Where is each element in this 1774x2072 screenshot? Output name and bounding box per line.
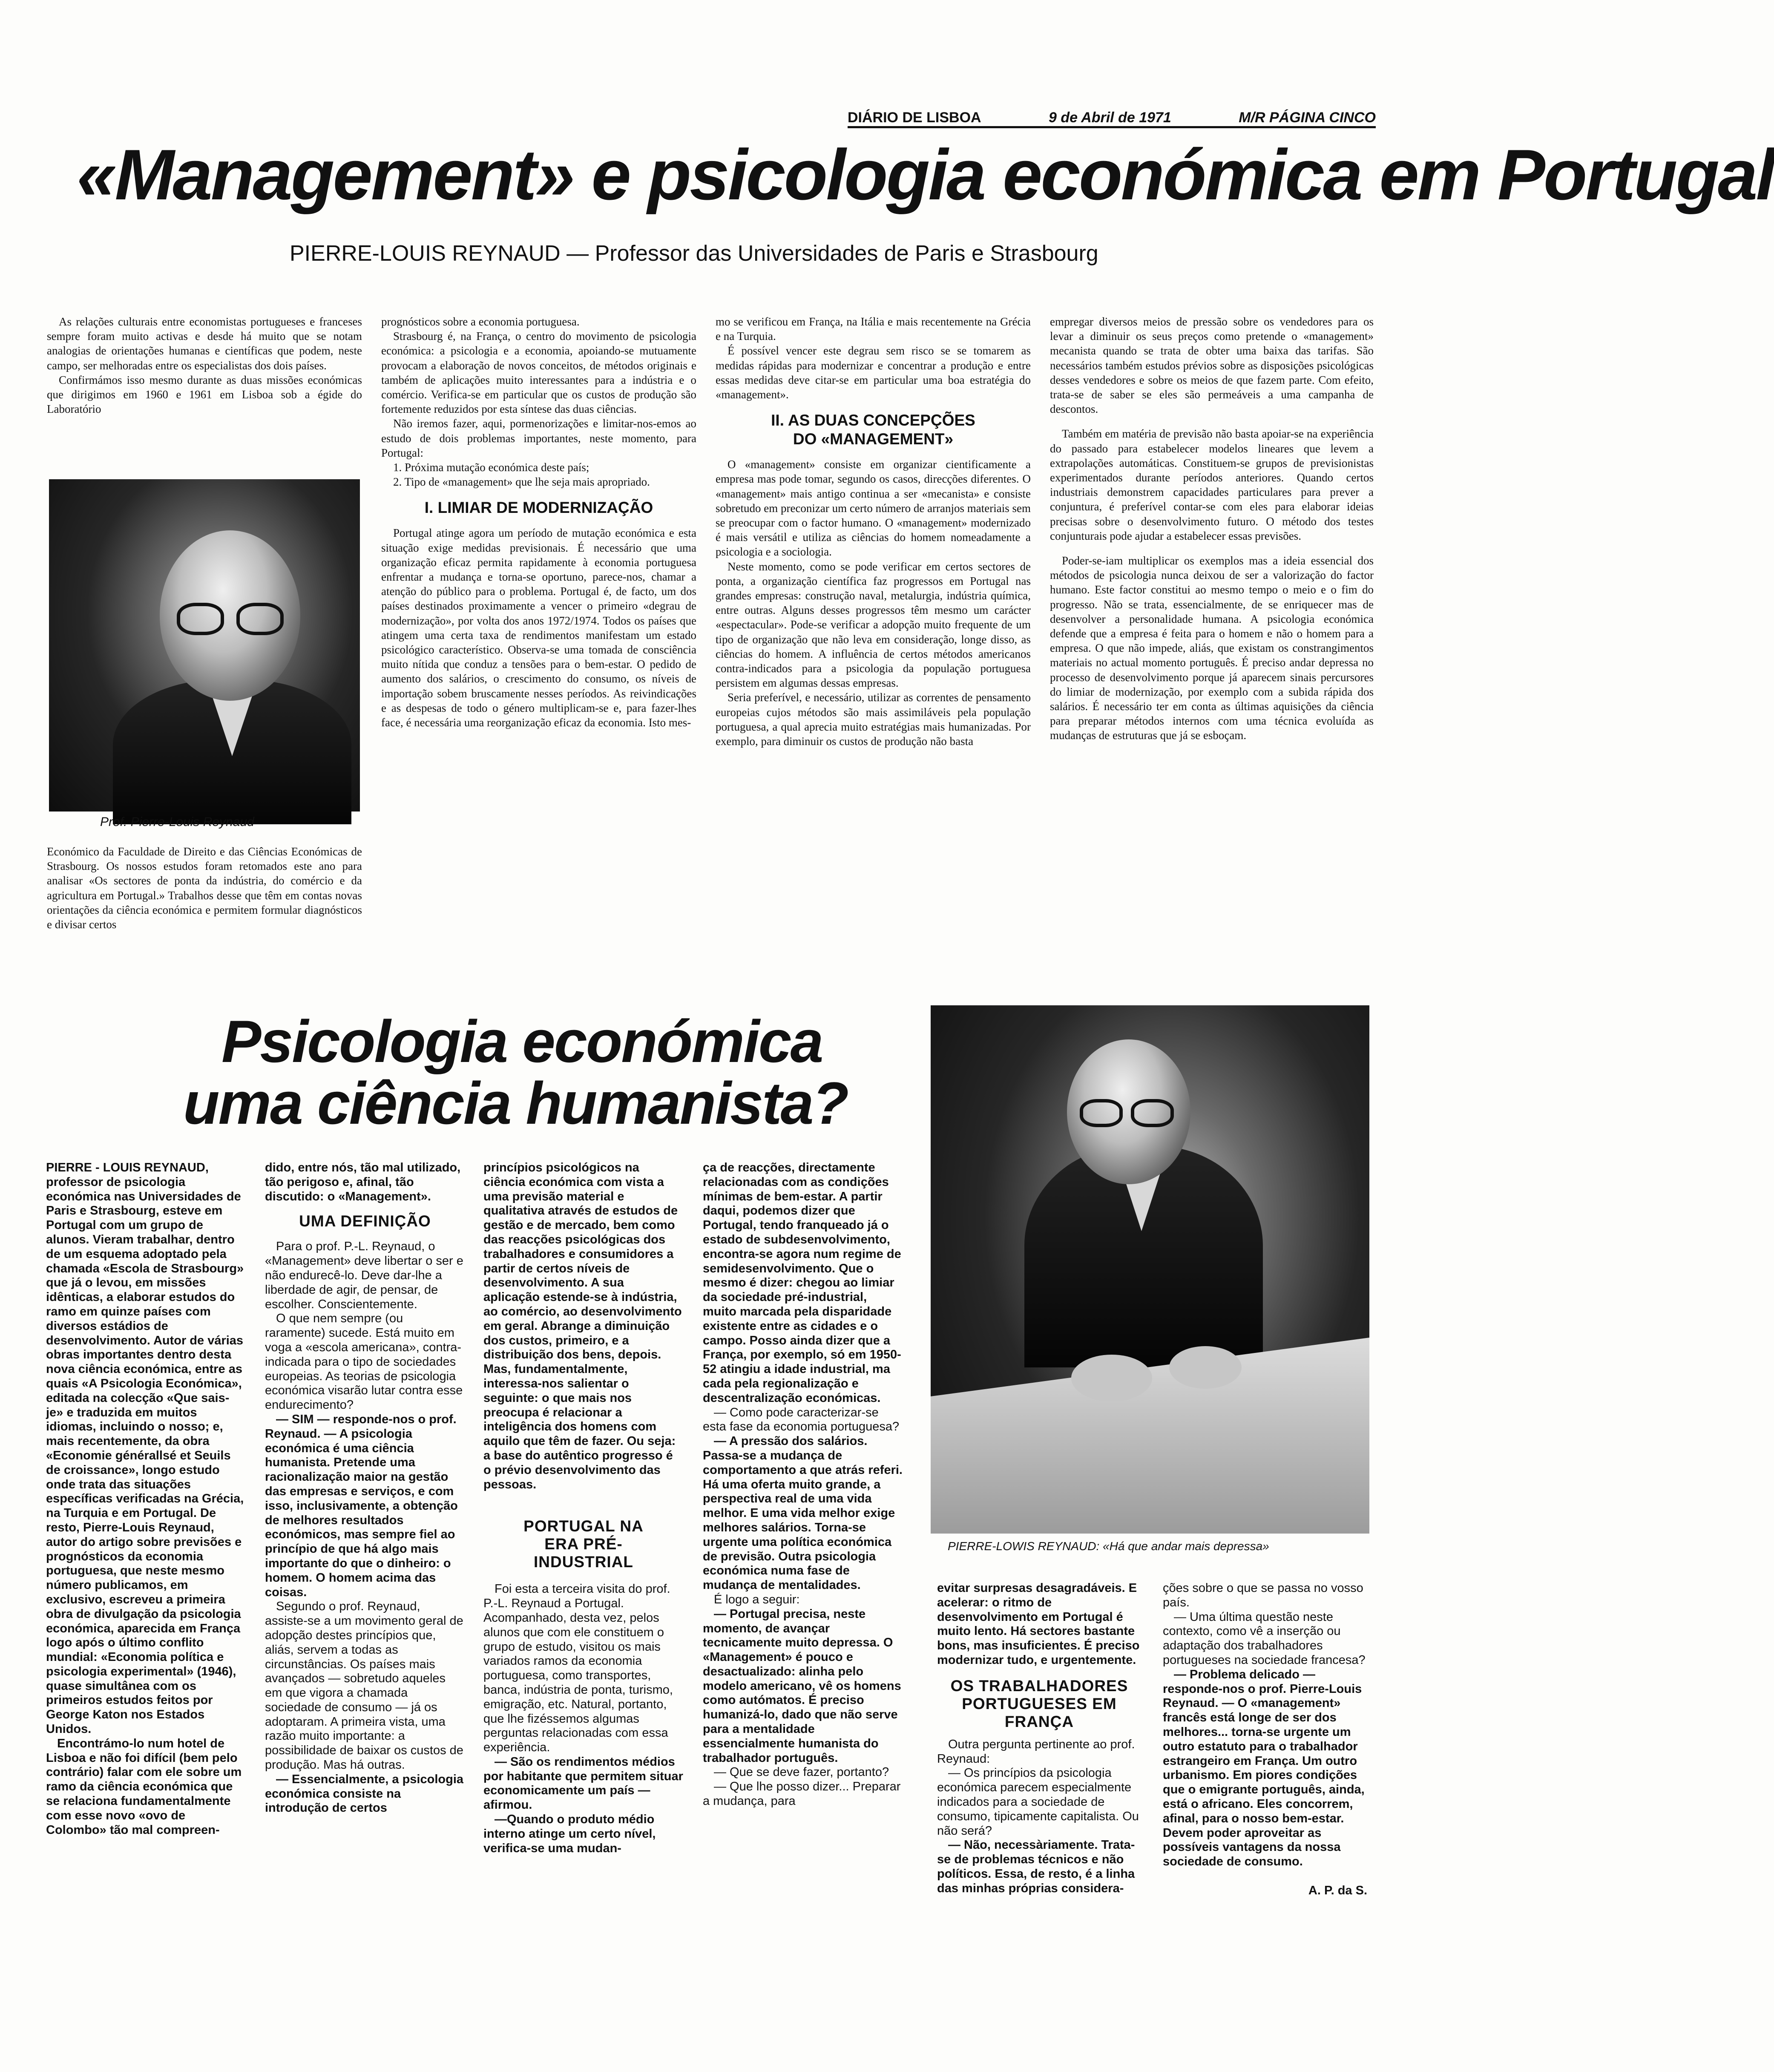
meeting-photo-hand-right xyxy=(1169,1346,1242,1389)
paragraph: — SIM — responde-nos o prof. Reynaud. — A psicologia económica é uma ciência humanista. Pretende uma racionalização maior na gestão das empresas e serviços, e com isso, inclusivamente, a obtenção de melhores resultados económicos, mas sempre fiel ao princípio de que há algo mais importante do que o dinheiro: o homem. O homem acima das coisas. xyxy=(265,1412,458,1599)
paragraph: — São os rendimentos médios por habitante que permitem situar economicamente um país — afirmou. xyxy=(483,1755,683,1812)
paragraph: evitar surpresas desagradáveis. E acelerar: o ritmo de desenvolvimento em Portugal é muito lento. Há sectores bastante bons, mas insuficientes. É preciso modernizar tudo, e urgentemente. xyxy=(937,1581,1140,1667)
article1-headline: «Management» e psicologia económica em Portugal xyxy=(77,135,1774,215)
paragraph: Encontrámo-lo num hotel de Lisboa e não foi difícil (bem pelo contrário) falar com ele sobre um ramo da ciência económica que se relaciona fundamentalmente com esse novo «ovo de Colombo» tão mal compreen- xyxy=(46,1736,242,1837)
paragraph: — Problema delicado — responde-nos o prof. Pierre-Louis Reynaud. — O «management» francês está longe de ser dos melhores... torna-se urgente um outro estatuto para o trabalhador estrangeiro em França. Um outro urbanismo. Em piores condições que o emigrante português, ainda, está o africano. Eles concorrem, afinal, para o nosso bem-estar. Devem poder aproveitar as possíveis vantagens da nossa sociedade de consumo. xyxy=(1163,1667,1365,1869)
article2-col6 xyxy=(1163,1581,1367,1948)
masthead-date: 9 de Abril de 1971 xyxy=(1048,109,1171,126)
masthead xyxy=(848,106,1376,128)
paragraph: — Que se deve fazer, portanto? xyxy=(714,1765,889,1779)
paragraph: Foi esta a terceira visita do prof. P.-L. Reynaud a Portugal. Acompanhado, desta vez, pelos alunos que com ele constituem o grupo de estudo, visitou os mais variados ramos da economia portuguesa, como transportes, banca, indústria de ponta, turismo, emigração, etc. Natural, portanto, que lhe fizéssemos algumas perguntas relacionadas com essa experiência. xyxy=(483,1582,673,1755)
paragraph: É logo a seguir: xyxy=(714,1592,800,1606)
article2-signature: A. P. da S. xyxy=(1308,1883,1367,1897)
paragraph: mo se verificou em França, na Itália e mais recentemente na Grécia e na Turquia. xyxy=(716,315,1031,343)
reynaud-meeting-photo xyxy=(931,1005,1369,1534)
article2-col3 xyxy=(483,1161,684,1947)
meeting-photo-caption: PIERRE-LOWIS REYNAUD: «Há que andar mais depressa» xyxy=(948,1540,1269,1553)
paragraph: ça de reacções, directamente relacionadas com as condições mínimas de bem-estar. A partir daqui, podemos dizer que Portugal, tendo franqueado já o estado de subdesenvolvimento, encontra-se agora num regime de semidesenvolvimento. Que o mesmo é dizer: chegou ao limiar da sociedade pré-industrial, muito marcada pela disparidade existente entre as cidades e o campo. Posso ainda dizer que a França, por exemplo, só em 1950-52 atingiu a idade industrial, ma cada pela regionalização e descentralização económicas. xyxy=(703,1161,901,1405)
paragraph: É possível vencer este degrau sem risco se se tomarem as medidas rápidas para modernizar e concentrar a produção e entre essas medidas deve citar-se em particular uma boa estratégia do «management». xyxy=(716,344,1031,401)
paragraph: — Não, necessàriamente. Trata-se de problemas técnicos e não políticos. Essa, de resto, é a linha das minhas próprias considera- xyxy=(937,1838,1135,1895)
paragraph: Neste momento, como se pode verificar em certos sectores de ponta, a organização científica faz progressos em Portugal nas grandes empresas: construção naval, metalurgia, indústria química, entre outras. Alguns desses progressos têm mesmo um carácter «espectacular». Pode-se verificar a adopção muito frequente de um tipo de organização que não leva em consideração, longe disso, as ciências do homem. A influência de certos métodos americanos contra-indicados para a psicologia da população portuguesa persistem em algumas dessas empresas. xyxy=(716,560,1031,690)
portrait-glasses-right xyxy=(236,603,284,635)
list-item: 2. Tipo de «management» que lhe seja mais apropriado. xyxy=(393,475,650,489)
paragraph: — Os princípios da psicologia económica parecem especialmente indicados para a sociedade de consumo, tipicamente capitalista. Ou não será? xyxy=(937,1766,1139,1838)
article2-col4 xyxy=(703,1161,903,1947)
paragraph: — Que lhe posso dizer... Preparar a mudança, para xyxy=(703,1780,901,1808)
article2-col1 xyxy=(46,1161,246,1947)
paragraph: Também em matéria de previsão não basta apoiar-se na experiência do passado para estabelecer modelos lineares que levem a extrapolações automáticas. Constituem-se grupos de previsionistas experimentados durante períodos anteriores. Quando certos industriais demonstrem capacidades particulares para prever a conjuntura, é preferível contar-se com eles para elaborar ideias precisas sobre o desenvolvimento futuro. O método dos testes conjunturais pode ajudar a estabelecer essas previsões. xyxy=(1050,427,1374,542)
section-heading-definicao: UMA DEFINIÇÃO xyxy=(299,1212,431,1230)
meeting-photo-table xyxy=(931,1338,1369,1534)
paragraph: dido, entre nós, tão mal utilizado, tão perigoso e, afinal, tão discutido: o «Management». xyxy=(265,1161,461,1203)
article2-col5 xyxy=(937,1581,1141,1948)
paragraph: Strasbourg é, na França, o centro do movimento de psicologia económica: a psicologia e a economia, apoiando-se mutuamente provocam a elaboração de novos conceitos, de métodos originais e também de aplicações muito interessantes para a indústria e o comércio. Verifica-se em particular que os custos de produção são fortemente reduzidos por esta síntese das duas ciências. xyxy=(381,330,696,416)
article2-col2 xyxy=(265,1161,465,1947)
paragraph: —Quando o produto médio interno atinge um certo nível, verifica-se uma mudan- xyxy=(483,1813,656,1855)
paragraph: As relações culturais entre economistas portugueses e franceses sempre foram muito activas e desde há muito que se notam analogias de orientações humanas e científicas que podem, neste campo, ser melhoradas entre os especialistas dos dois países. xyxy=(47,315,362,372)
paragraph: Confirmámos isso mesmo durante as duas missões económicas que dirigimos em 1960 e 1961 em Lisboa sob a égide do Laboratório xyxy=(47,373,362,416)
paragraph: — Essencialmente, a psicologia económica consiste na introdução de certos xyxy=(265,1772,463,1815)
article1-col1-bottom xyxy=(47,844,362,998)
paragraph: princípios psicológicos na ciência económica com vista a uma previsão material e qualitativa através de estudos de gestão e de mercado, bem como das reacções psicológicas dos trabalhadores e consumidores a partir de certos níveis de desenvolvimento. A sua aplicação estende-se à indústria, ao comércio, ao desenvolvimento em geral. Abrange a diminuição dos custos, primeiro, e a distribuição dos bens, depois. Mas, fundamentalmente, interessa-nos salientar o seguinte: o que mais nos preocupa é relacionar a inteligência dos homens com aquilo que têm de fazer. Ou seja: a base do autêntico progresso é o prévio desenvolvimento das pessoas. xyxy=(483,1161,682,1491)
meeting-photo-glasses-right xyxy=(1131,1099,1174,1127)
masthead-page: M/R PÁGINA CINCO xyxy=(1239,109,1376,126)
section-heading-trabalhadores: OS TRABALHADORES PORTUGUESES EM FRANÇA xyxy=(950,1677,1128,1730)
article1-col1-top xyxy=(47,314,362,476)
article2-headline-line1: Psicologia económica xyxy=(221,1008,822,1075)
paragraph: ções sobre o que se passa no vosso país. xyxy=(1163,1581,1363,1609)
section-heading-modernizacao: I. LIMIAR DE MODERNIZAÇÃO xyxy=(424,499,653,517)
section-heading-portugal: PORTUGAL NA ERA PRÉ-INDUSTRIAL xyxy=(523,1517,644,1571)
paragraph: PIERRE - LOUIS REYNAUD, professor de psicologia económica nas Universidades de Paris e Strasbourg, esteve em Portugal com um grupo de alunos. Vieram trabalhar, dentro de um esquema adoptado pela chamada «Escola de Strasbourg» que já o levou, em missões idênticas, a elaborar estudos do ramo em quinze países com diversos estádios de desenvolvimento. Autor de várias obras importantes dentro desta nova ciência económica, entre as quais «A Psicologia Económica», editada na colecção «Que sais-je» e traduzida em muitos idiomas, incluindo o nosso; e, mais recentemente, da obra «Economie générallsé et Seuils de croissance», longo estudo onde trata das situações específicas verificadas na Grécia, na Turquia e em Portugal. De resto, Pierre-Louis Reynaud, autor do artigo sobre previsões e prognósticos da economia portuguesa, que neste mesmo número publicamos, em exclusivo, escreveu a primeira obra de divulgação da psicologia económica, aparecida em França logo após o último conflito mundial: «Economia política e psicologia experimental» (1946), quase simultânea com os primeiros estudos feitos por George Katon nos Estados Unidos. xyxy=(46,1161,244,1736)
paragraph: — Como pode caracterizar-se esta fase da economia portuguesa? xyxy=(703,1405,900,1434)
paragraph: Portugal atinge agora um período de mutação económica e esta situação exige medidas previsionais. É necessário que uma organização eficaz permita rapidamente à economia portuguesa enfrentar a mudança e torna-se oportuno, parece-nos, chamar a atenção do público para o problema. Portugal é, de facto, um dos países destinados proximamente a vencer o primeiro «degrau de modernização», por volta dos anos 1972/1974. Todos os países que atingem uma certa taxa de rendimentos manifestam um estado psicológico característico. Observa-se uma tomada de consciência muito nítida que conduz a tensões para o bem-estar. O pedido de aumento dos salários, o crescimento do consumo, os níveis de importação sobem bruscamente nesses períodos. As reivindicações e as despesas de todo o género multiplicam-se e, para fazer-lhes face, é necessária uma reorganização eficaz da economia. Isto mes- xyxy=(381,527,696,729)
section-heading-concepcoes: II. AS DUAS CONCEPÇÕES DO «MANAGEMENT» xyxy=(771,412,975,448)
paragraph: Para o prof. P.-L. Reynaud, o «Management» deve libertar o ser e não endurecê-lo. Deve dar-lhe a liberdade de agir, de pensar, de escolher. Conscientemente. xyxy=(265,1240,463,1311)
paragraph: Poder-se-iam multiplicar os exemplos mas a ideia essencial dos métodos de psicologia nunca deixou de ser a valorização do factor humano. Este factor constitui ao mesmo tempo o meio e o fim do progresso. Não se trata, essencialmente, de se enriquecer mas de desenvolver a personalidade humana. A psicologia económica defende que a empresa é feita para o homem e não o homem para a empresa. O que não impede, aliás, que existam os constrangimentos materiais no actual momento português. É preciso andar depressa no processo de desenvolvimento porque já aparecem sinais percursores do limiar de modernização, por exemplo com a subida rápida dos salários. É necessário ter em conta as últimas aquisições da ciência para preparar métodos internos com uma técnica evoluída as mudanças de estruturas que já se esboçam. xyxy=(1050,554,1374,742)
paragraph: — Portugal precisa, neste momento, de avançar tecnicamente muito depressa. O «Management» é pouco e desactualizado: alinha pelo modelo americano, vê os homens como autómatos. É preciso humanizá-lo, dado que não serve para a mentalidade essencialmente humanista do trabalhador português. xyxy=(703,1607,901,1765)
article1-col4 xyxy=(1050,314,1374,998)
paragraph: empregar diversos meios de pressão sobre os vendedores para os levar a diminuir os seus preços como pretende o «management» mecanista quando se trata de obter uma baixa das tarifas. São necessários também estudos prévios sobre as disposições psicológicas desses vendedores e sobre os meios de que fazem parte. Com efeito, trata-se de saber se eles são permeáveis a uma campanha de descontos. xyxy=(1050,315,1374,416)
paragraph: prognósticos sobre a economia portuguesa. xyxy=(381,315,580,328)
article1-col3 xyxy=(716,314,1031,998)
masthead-paper-name: DIÁRIO DE LISBOA xyxy=(848,109,981,126)
paragraph: Seria preferível, e necessário, utilizar as correntes de pensamento europeias cujos métodos são mais assimiláveis pela população portuguesa, a qual aprecia muito estratégias mais humanizadas. Por exemplo, para diminuir os custos de produção não basta xyxy=(716,691,1031,748)
list-item: 1. Próxima mutação económica deste país; xyxy=(393,461,589,474)
paragraph: — A pressão dos salários. Passa-se a mudança de comportamento a que atrás referi. Há uma oferta muito grande, a perspectiva real de uma vida melhor. E uma vida melhor exige melhores salários. Torna-se urgente uma política económica de previsão. Outra psicologia económica numa fase de mudança de mentalidades. xyxy=(703,1434,903,1592)
paragraph: O que nem sempre (ou raramente) sucede. Está muito em voga a «escola americana», contra-indicada para o tipo de sociedades europeias. As teorias de psicologia económica visarão lutar contra esse endurecimento? xyxy=(265,1312,463,1412)
article1-byline: PIERRE-LOUIS REYNAUD — Professor das Universidades de Paris e Strasbourg xyxy=(290,241,1098,266)
article2-headline-line2: uma ciência humanista? xyxy=(183,1070,848,1137)
meeting-photo-hand-left xyxy=(1071,1355,1152,1401)
paragraph: — Uma última questão neste contexto, como vê a inserção ou adaptação dos trabalhadores portugueses na sociedade francesa? xyxy=(1163,1610,1366,1667)
paragraph: Outra pergunta pertinente ao prof. Reynaud: xyxy=(937,1737,1135,1766)
reynaud-portrait-photo xyxy=(49,479,360,812)
portrait-glasses-left xyxy=(177,603,224,635)
article1-col2 xyxy=(381,314,696,998)
paragraph: Segundo o prof. Reynaud, assiste-se a um movimento geral de adopção destes princípios que, aliás, servem a todas as circunstâncias. Os países mais avançados — sobretudo aqueles em que vigora a chamada sociedade de consumo — já os adoptaram. A primeira vista, uma razão muito importante: a possibilidade de baixar os custos de produção. Mas há outras. xyxy=(265,1600,463,1772)
paragraph: O «management» consiste em organizar cientificamente a empresa mas pode tomar, segundo os casos, direcções diferentes. O «management» mais antigo continua a ser «mecanista» e consiste sobretudo em preconizar um certo número de arranjos materiais sem se preocupar com o factor humano. O «management» modernizado é mais versátil e utiliza as ciências do homem nomeadamente a psicologia e a sociologia. xyxy=(716,458,1031,558)
paragraph: Não iremos fazer, aqui, pormenorizações e limitar-nos-emos ao estudo de dois problemas importantes, neste momento, para Portugal: xyxy=(381,417,696,459)
meeting-photo-glasses-left xyxy=(1080,1099,1123,1127)
portrait-caption: Prof. Pierre-Louis Reynaud xyxy=(100,815,254,829)
paragraph: Económico da Faculdade de Direito e das Ciências Económicas de Strasbourg. Os nossos estudos foram retomados este ano para analisar «Os sectores de ponta da indústria, do comércio e da agricultura em Portugal.» Trabalhos desse que têm em contas novas orientações da ciência económica e permitem formular diagnósticos e divisar certos xyxy=(47,845,362,931)
